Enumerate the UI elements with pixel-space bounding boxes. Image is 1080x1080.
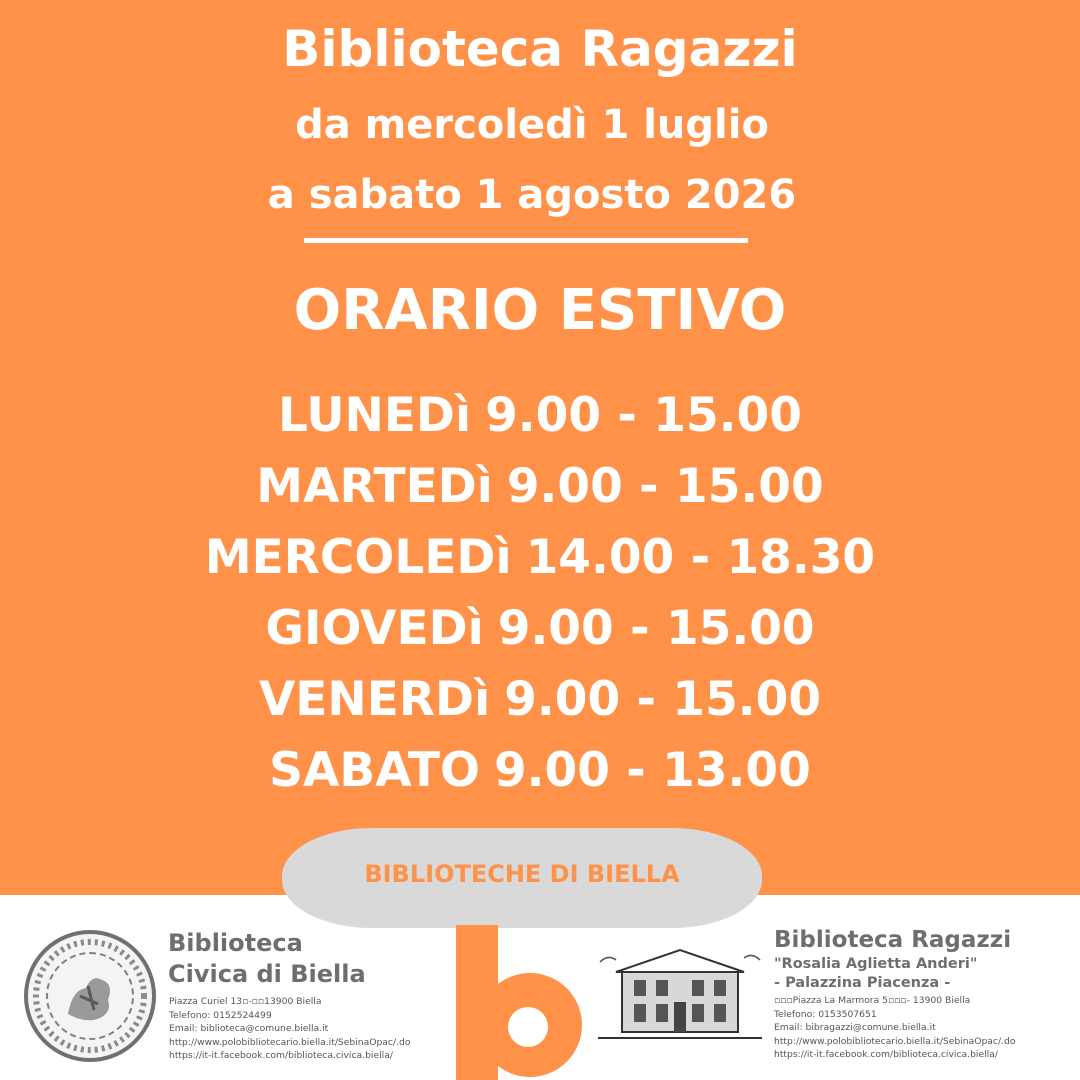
civica-name-line2: Civica di Biella — [168, 960, 366, 988]
civica-email[interactable]: Email: biblioteca@comune.biella.it — [169, 1023, 329, 1034]
civica-contact-info — [169, 995, 410, 1063]
day-label: LUNEDì — [278, 388, 472, 443]
hours-row-friday — [0, 668, 1080, 739]
hours-row-thursday — [0, 597, 1080, 668]
seal-emblem-icon — [28, 934, 152, 1058]
time-range: 9.00 - 15.00 — [497, 601, 815, 656]
civica-seal-logo — [24, 930, 156, 1062]
day-label: SABATO — [269, 743, 480, 798]
hours-row-wednesday — [0, 526, 1080, 597]
day-label: MERCOLEDì — [204, 530, 512, 585]
time-range: 9.00 - 13.00 — [493, 743, 811, 798]
civica-name-line1: Biblioteca — [168, 929, 303, 957]
civica-address: Piazza Curiel 13▫-▫▫13900 Biella — [169, 996, 322, 1007]
ragazzi-facebook-link[interactable]: https://it-it.facebook.com/biblioteca.civica.biella/ — [774, 1049, 998, 1060]
ragazzi-subtitle-line1: "Rosalia Aglietta Anderi" — [774, 956, 978, 972]
ragazzi-email[interactable]: Email: bibragazzi@comune.biella.it — [774, 1022, 936, 1033]
schedule-heading: ORARIO ESTIVO — [293, 278, 787, 343]
civica-phone: Telefono: 0152524499 — [169, 1009, 272, 1021]
date-range-end: a sabato 1 agosto 2026 — [267, 172, 797, 218]
time-range: 9.00 - 15.00 — [506, 459, 824, 514]
date-range-start: da mercoledì 1 luglio — [295, 102, 769, 148]
civica-website-link[interactable]: http://www.polobibliotecario.biella.it/SebinaOpac/.do — [169, 1036, 411, 1048]
poster-title: Biblioteca Ragazzi — [282, 20, 798, 78]
ragazzi-subtitle-line2: - Palazzina Piacenza - — [774, 975, 951, 991]
time-range: 9.00 - 15.00 — [504, 672, 822, 727]
time-range: 14.00 - 18.30 — [525, 530, 876, 585]
ragazzi-contact-info — [774, 994, 1015, 1062]
civica-facebook-link[interactable]: https://it-it.facebook.com/biblioteca.civica.biella/ — [169, 1050, 393, 1061]
ragazzi-website-link[interactable]: http://www.polobibliotecario.biella.it/SebinaOpac/.do — [774, 1035, 1016, 1047]
hours-row-monday — [0, 384, 1080, 455]
banner-label: BIBLIOTECHE DI BIELLA — [364, 860, 680, 888]
time-range: 9.00 - 15.00 — [485, 388, 802, 443]
divider — [304, 238, 748, 243]
ragazzi-library-subtitle — [774, 955, 977, 993]
biblioteche-b-logo-icon — [448, 925, 588, 1080]
day-label: GIOVEDì — [265, 601, 484, 656]
palazzina-building-sketch-icon — [594, 940, 766, 1044]
hours-list — [0, 384, 1080, 810]
day-label: MARTEDì — [256, 459, 493, 514]
day-label: VENERDì — [258, 672, 491, 727]
hours-row-tuesday — [0, 455, 1080, 526]
hours-row-saturday — [0, 739, 1080, 810]
civica-library-name — [168, 928, 366, 990]
ragazzi-phone: Telefono: 0153507651 — [774, 1008, 877, 1020]
ragazzi-library-name: Biblioteca Ragazzi — [774, 927, 1012, 953]
ragazzi-address: ▫▫▫Piazza La Marmora 5▫▫▫- 13900 Biella — [774, 995, 971, 1006]
